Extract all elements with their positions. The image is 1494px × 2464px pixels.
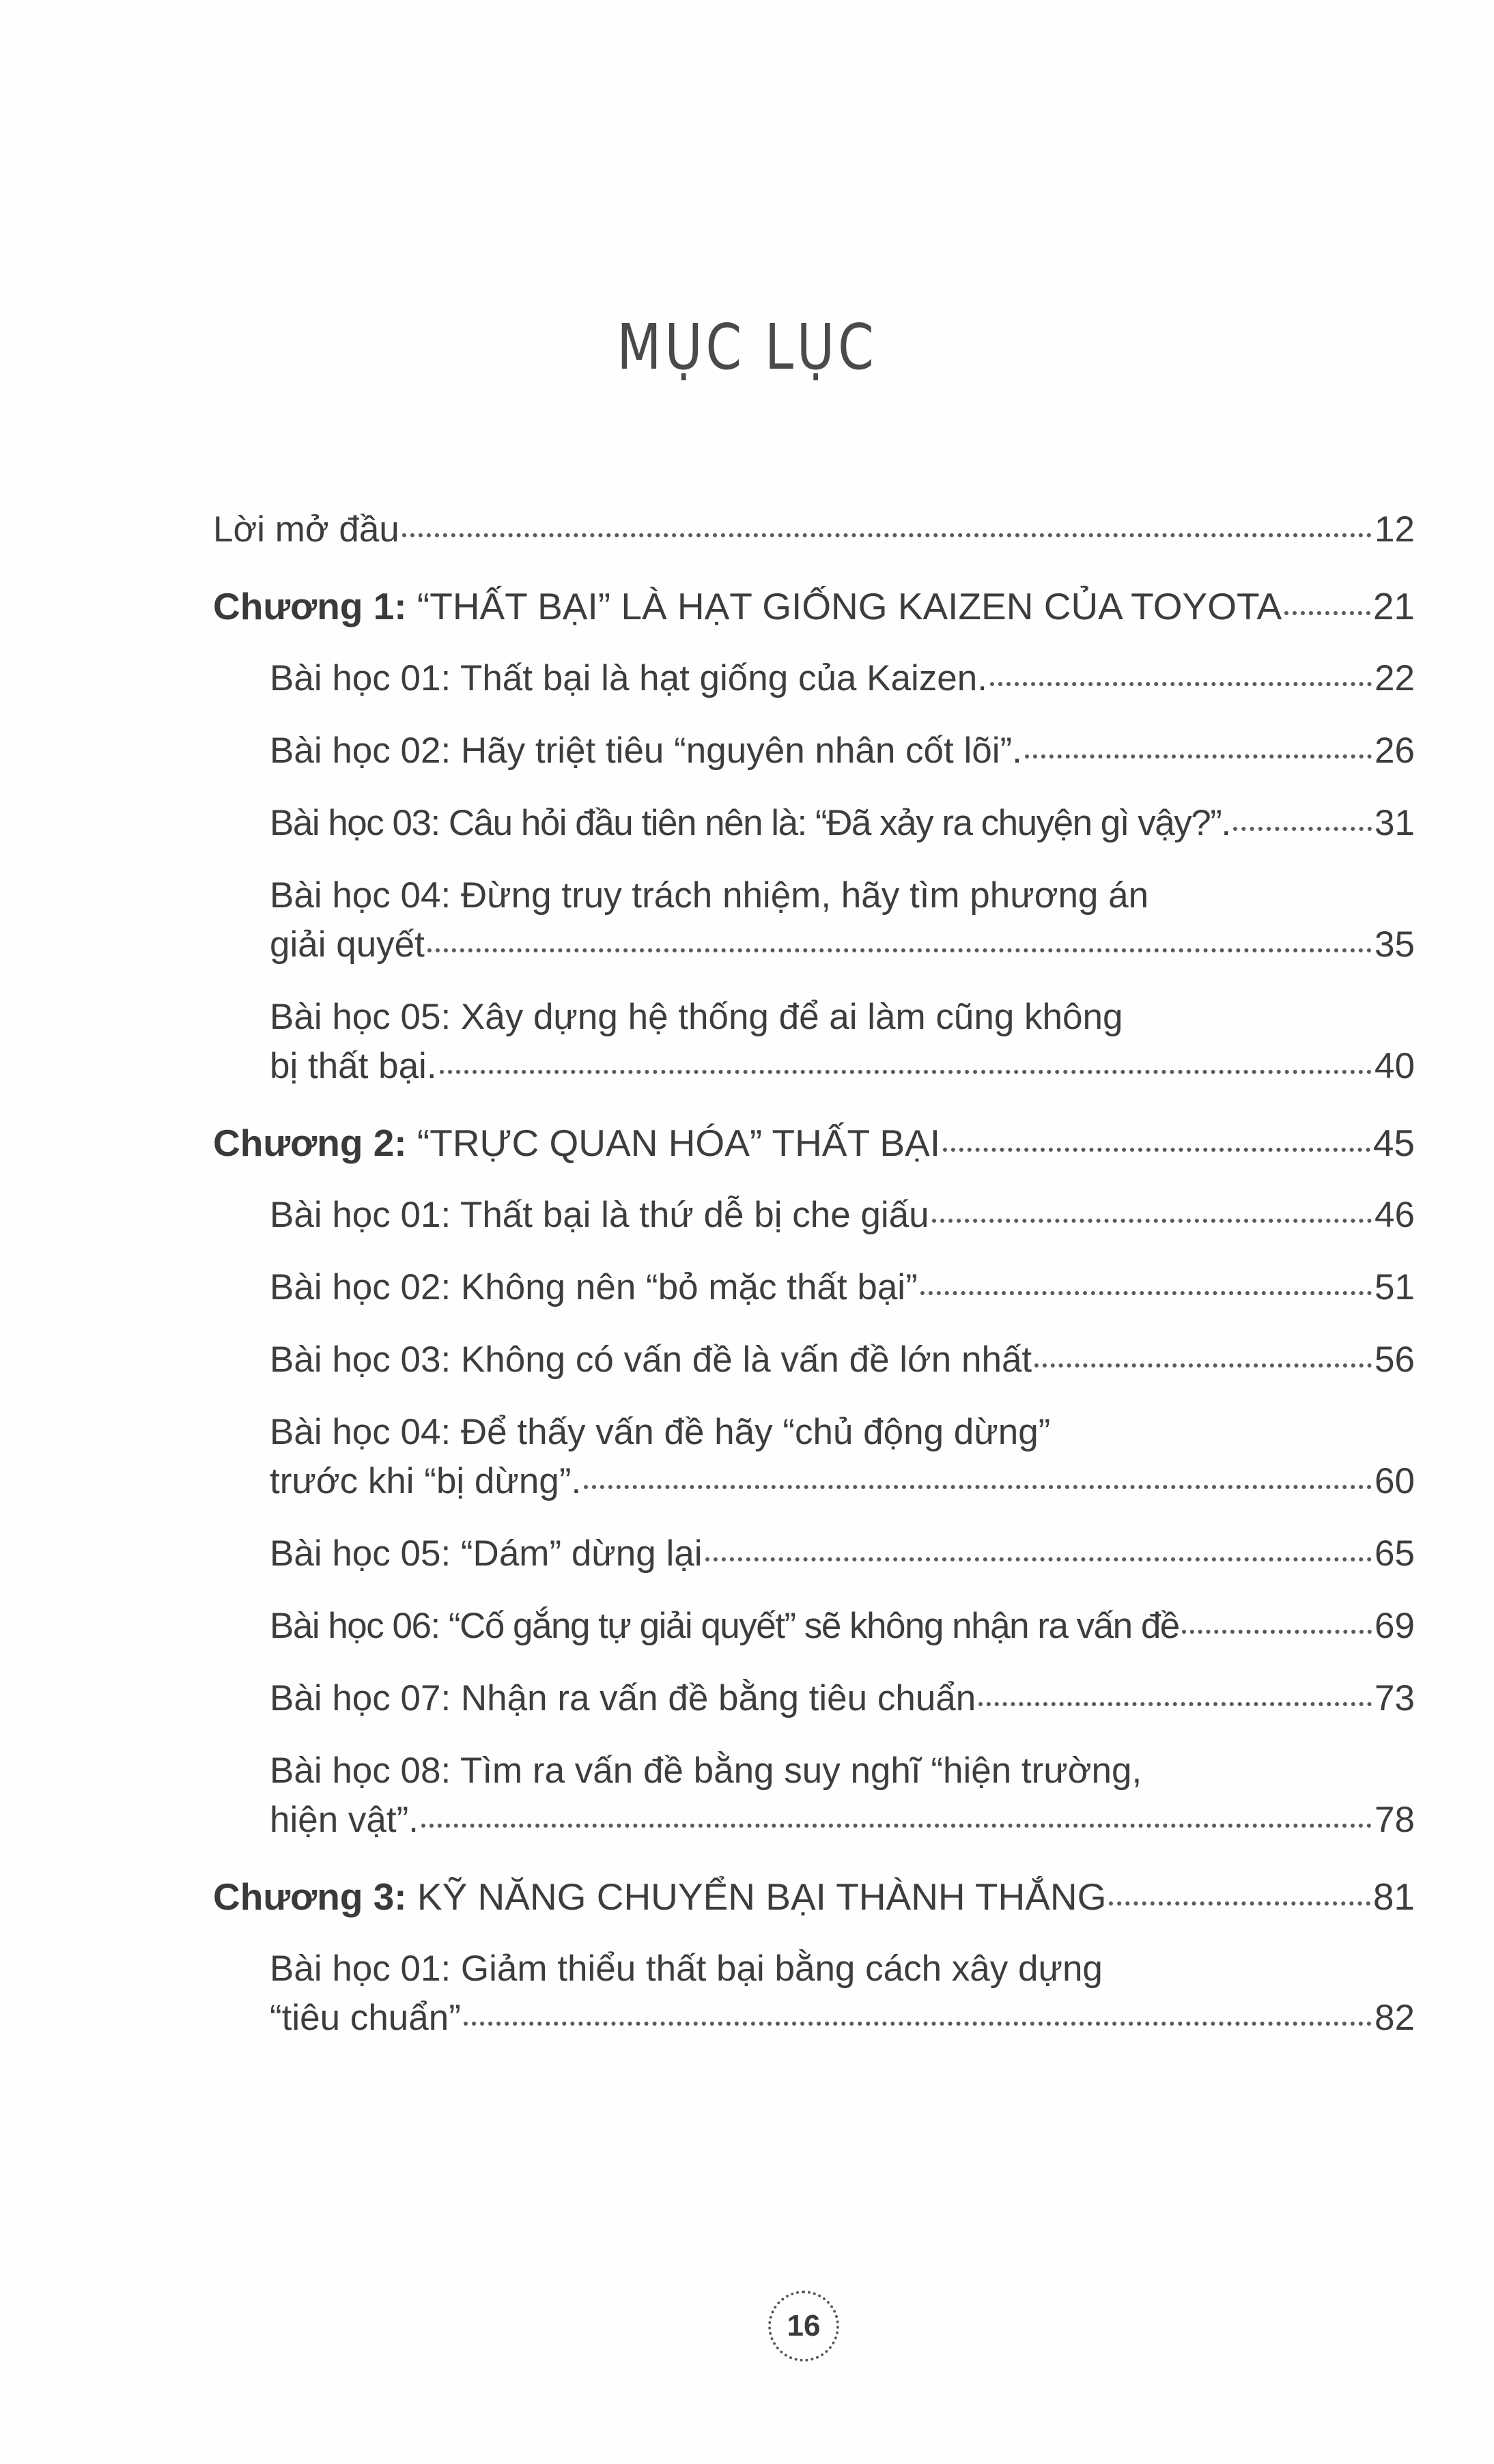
toc-page-number: 65	[1375, 1533, 1415, 1574]
dot-leader	[1182, 1630, 1372, 1634]
toc-page-number: 35	[1375, 924, 1415, 965]
table-of-contents	[213, 505, 1415, 2066]
toc-lesson	[213, 1191, 1415, 1240]
chapter-title: “TRỰC QUAN HÓA” THẤT BẠI	[406, 1122, 941, 1164]
dot-leader	[990, 682, 1372, 686]
lesson-title: Bài học 02: Hãy triệt tiêu “nguyên nhân cốt lõi”.	[270, 731, 1022, 771]
lesson-title: Bài học 01: Thất bại là thứ dễ bị che giấu	[270, 1195, 929, 1235]
toc-page-number: 60	[1375, 1461, 1415, 1501]
folio-number: 16	[787, 2309, 821, 2342]
lesson-title: Bài học 05: “Dám” dừng lại	[270, 1533, 703, 1574]
chapter-label: Chương 3:	[213, 1875, 407, 1918]
toc-lesson	[213, 654, 1415, 703]
toc-page-number: 21	[1372, 585, 1415, 627]
toc-lesson	[213, 1944, 1415, 2043]
toc-page-number: 46	[1375, 1195, 1415, 1235]
dot-leader	[402, 533, 1372, 537]
toc-lesson	[213, 871, 1415, 969]
lesson-title: Bài học 03: Không có vấn đề là vấn đề lớn nhất	[270, 1340, 1032, 1380]
dot-leader	[978, 1702, 1372, 1706]
toc-page-number: 82	[1375, 1998, 1415, 2038]
lesson-title-line1: Bài học 01: Giảm thiểu thất bại bằng cách xây dựng	[270, 1949, 1103, 1989]
lesson-title: hiện vật”.	[270, 1800, 419, 1840]
toc-chapter-2	[213, 1118, 1415, 1167]
toc-entry-label: Lời mở đầu	[213, 509, 399, 550]
dot-leader	[932, 1219, 1372, 1223]
toc-chapter-3	[213, 1872, 1415, 1921]
toc-page-number: 78	[1375, 1800, 1415, 1840]
toc-lesson	[213, 1335, 1415, 1385]
toc-chapter-1	[213, 582, 1415, 631]
lesson-title-line1: Bài học 04: Để thấy vấn đề hãy “chủ động dừng”	[270, 1412, 1051, 1452]
page-number-badge	[768, 2291, 839, 2362]
lesson-title: bị thất bại.	[270, 1046, 437, 1086]
dot-leader	[1034, 1363, 1372, 1368]
chapter-label: Chương 1:	[213, 585, 407, 627]
dot-leader	[1025, 754, 1372, 759]
toc-page-number: 51	[1375, 1267, 1415, 1307]
chapter-title: KỸ NĂNG CHUYỂN BẠI THÀNH THẮNG	[406, 1875, 1107, 1918]
toc-page-number: 45	[1372, 1122, 1415, 1164]
lesson-title: trước khi “bị dừng”.	[270, 1461, 582, 1501]
toc-lesson	[213, 1263, 1415, 1312]
toc-lesson	[213, 1602, 1415, 1651]
dot-leader	[920, 1291, 1372, 1295]
lesson-title: giải quyết	[270, 924, 425, 965]
dot-leader	[1284, 611, 1370, 615]
toc-lesson	[213, 1529, 1415, 1578]
toc-lesson	[213, 1746, 1415, 1845]
lesson-title: Bài học 03: Câu hỏi đầu tiên nên là: “Đã xảy ra chuyện gì vậy?”.	[270, 803, 1230, 843]
toc-page-number: 26	[1375, 731, 1415, 771]
dot-leader	[584, 1485, 1372, 1489]
dot-leader	[421, 1824, 1372, 1828]
lesson-title: “tiêu chuẩn”	[270, 1998, 461, 2038]
lesson-title: Bài học 07: Nhận ra vấn đề bằng tiêu chuẩn	[270, 1678, 976, 1718]
chapter-title: “THẤT BẠI” LÀ HẠT GIỐNG KAIZEN CỦA TOYOTA	[406, 585, 1282, 627]
toc-page-number: 12	[1375, 509, 1415, 550]
toc-page-number: 56	[1375, 1340, 1415, 1380]
chapter-label: Chương 2:	[213, 1122, 407, 1164]
page-title: MỤC LỤC	[617, 311, 877, 384]
toc-lesson	[213, 993, 1415, 1091]
toc-entry-intro	[213, 505, 1415, 554]
dot-leader	[464, 2022, 1372, 2026]
dot-leader	[1109, 1901, 1370, 1906]
dot-leader	[943, 1148, 1370, 1152]
toc-page-number: 69	[1375, 1606, 1415, 1646]
toc-page-number: 73	[1375, 1678, 1415, 1718]
toc-lesson	[213, 1674, 1415, 1723]
toc-page-number: 22	[1375, 658, 1415, 698]
toc-page-number: 31	[1375, 803, 1415, 843]
toc-lesson	[213, 726, 1415, 776]
dot-leader	[440, 1070, 1372, 1074]
toc-page-number: 81	[1372, 1875, 1415, 1918]
toc-lesson	[213, 799, 1415, 848]
toc-page-number: 40	[1375, 1046, 1415, 1086]
lesson-title-line1: Bài học 04: Đừng truy trách nhiệm, hãy tìm phương án	[270, 875, 1149, 916]
lesson-title: Bài học 02: Không nên “bỏ mặc thất bại”	[270, 1267, 918, 1307]
dot-leader	[705, 1557, 1372, 1561]
dot-leader	[1233, 827, 1372, 831]
lesson-title: Bài học 01: Thất bại là hạt giống của Kaizen.	[270, 658, 987, 698]
lesson-title-line1: Bài học 05: Xây dựng hệ thống để ai làm cũng không	[270, 997, 1123, 1037]
dot-leader	[427, 948, 1372, 952]
lesson-title-line1: Bài học 08: Tìm ra vấn đề bằng suy nghĩ “hiện trường,	[270, 1751, 1142, 1791]
toc-lesson	[213, 1408, 1415, 1506]
lesson-title: Bài học 06: “Cố gắng tự giải quyết” sẽ không nhận ra vấn đề	[270, 1606, 1179, 1646]
